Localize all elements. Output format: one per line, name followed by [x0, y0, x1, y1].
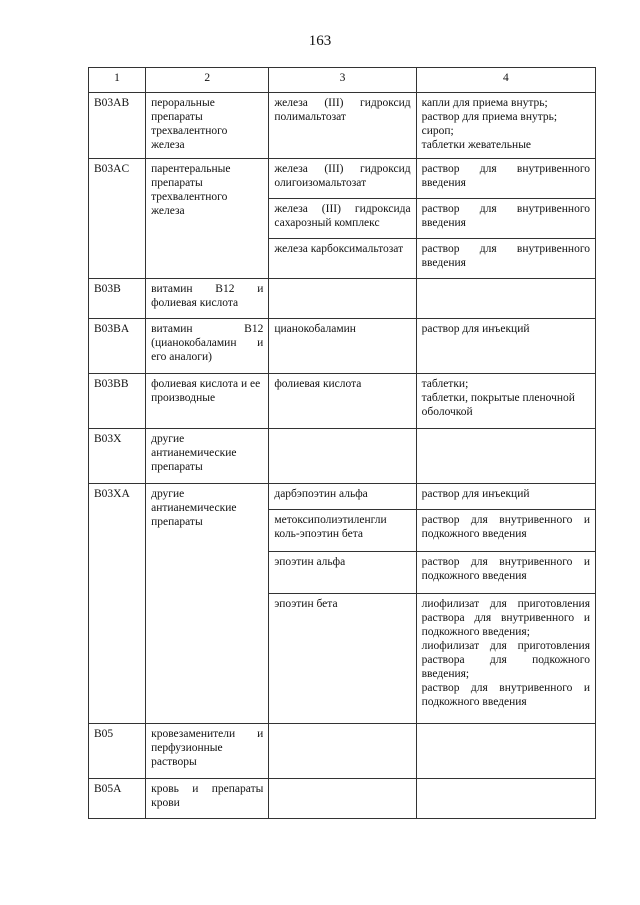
empty-cell — [269, 724, 416, 779]
group-name: витамин В12 и фолиевая кислота — [146, 279, 269, 319]
dosage-form: таблетки, покрытые пленочной оболочкой — [421, 392, 575, 418]
column-header: 3 — [269, 68, 416, 93]
page-number: 163 — [308, 33, 332, 49]
dosage-form: раствор для инъекций — [416, 484, 595, 510]
atc-code: B03AC — [89, 159, 146, 279]
empty-cell — [416, 724, 595, 779]
atc-code: B03BA — [89, 319, 146, 374]
dosage-form: раствор для внутривенного и подкожного введения — [416, 510, 595, 552]
empty-cell — [416, 279, 595, 319]
table-row — [89, 779, 596, 819]
column-header: 2 — [146, 68, 269, 93]
substance-name: железа (III) гидроксида сахарозный комплекс — [269, 199, 416, 239]
group-name: витамин В12 (цианокобаламин и его аналоги) — [146, 319, 269, 374]
column-header: 4 — [416, 68, 595, 93]
dosage-forms — [416, 594, 595, 724]
column-header: 1 — [89, 68, 146, 93]
dosage-form: раствор для инъекций — [416, 319, 595, 374]
table-row — [89, 279, 596, 319]
empty-cell — [269, 779, 416, 819]
group-name: пероральные препараты трехвалентного железа — [146, 93, 269, 159]
table-row — [89, 319, 596, 374]
substance-name: метоксиполиэтиленгли коль-эпоэтин бета — [269, 510, 416, 552]
dosage-form: лиофилизат для приготовления раствора для подкожного введения; — [421, 640, 590, 680]
atc-code: B05A — [89, 779, 146, 819]
table-row — [89, 429, 596, 484]
substance-name: железа (III) гидроксид олигоизомальтозат — [269, 159, 416, 199]
substance-name: железа (III) гидроксид полимальтозат — [269, 93, 416, 159]
dosage-forms — [416, 93, 595, 159]
dosage-form: сироп; — [421, 125, 454, 137]
table-row — [89, 724, 596, 779]
dosage-form: капли для приема внутрь; — [421, 97, 548, 109]
empty-cell — [416, 429, 595, 484]
dosage-form: раствор для приема внутрь; — [421, 111, 558, 123]
atc-code: B03X — [89, 429, 146, 484]
table-header-row — [89, 68, 596, 93]
substance-name: дарбэпоэтин альфа — [269, 484, 416, 510]
atc-code: B03XA — [89, 484, 146, 724]
dosage-form: раствор для внутривенного введения — [416, 159, 595, 199]
atc-code: B03BB — [89, 374, 146, 429]
dosage-form: раствор для внутривенного и подкожного введения — [421, 682, 590, 708]
substance-name: цианокобаламин — [269, 319, 416, 374]
group-name: другие антианемические препараты — [146, 429, 269, 484]
empty-cell — [269, 279, 416, 319]
dosage-form: таблетки; — [421, 378, 469, 390]
table-row — [89, 374, 596, 429]
table-row — [89, 159, 596, 199]
dosage-forms — [416, 374, 595, 429]
table-row — [89, 484, 596, 510]
substance-name: железа карбоксимальтозат — [269, 239, 416, 279]
dosage-form: раствор для внутривенного введения — [416, 199, 595, 239]
table-row — [89, 93, 596, 159]
dosage-form: лиофилизат для приготовления раствора для внутривенного и подкожного введения; — [421, 598, 590, 638]
atc-code: B03B — [89, 279, 146, 319]
dosage-form: раствор для внутривенного и подкожного введения — [416, 552, 595, 594]
empty-cell — [416, 779, 595, 819]
dosage-form: раствор для внутривенного введения — [416, 239, 595, 279]
dosage-form: таблетки жевательные — [421, 139, 532, 151]
atc-code: B05 — [89, 724, 146, 779]
substance-name: эпоэтин бета — [269, 594, 416, 724]
group-name: парентеральные препараты трехвалентного железа — [146, 159, 269, 279]
substance-name: фолиевая кислота — [269, 374, 416, 429]
group-name: кровезаменители и перфузионные растворы — [146, 724, 269, 779]
group-name: фолиевая кислота и ее производные — [146, 374, 269, 429]
empty-cell — [269, 429, 416, 484]
group-name: другие антианемические препараты — [146, 484, 269, 724]
substance-name: эпоэтин альфа — [269, 552, 416, 594]
group-name: кровь и препараты крови — [146, 779, 269, 819]
atc-code: B03AB — [89, 93, 146, 159]
drug-table — [88, 67, 596, 819]
